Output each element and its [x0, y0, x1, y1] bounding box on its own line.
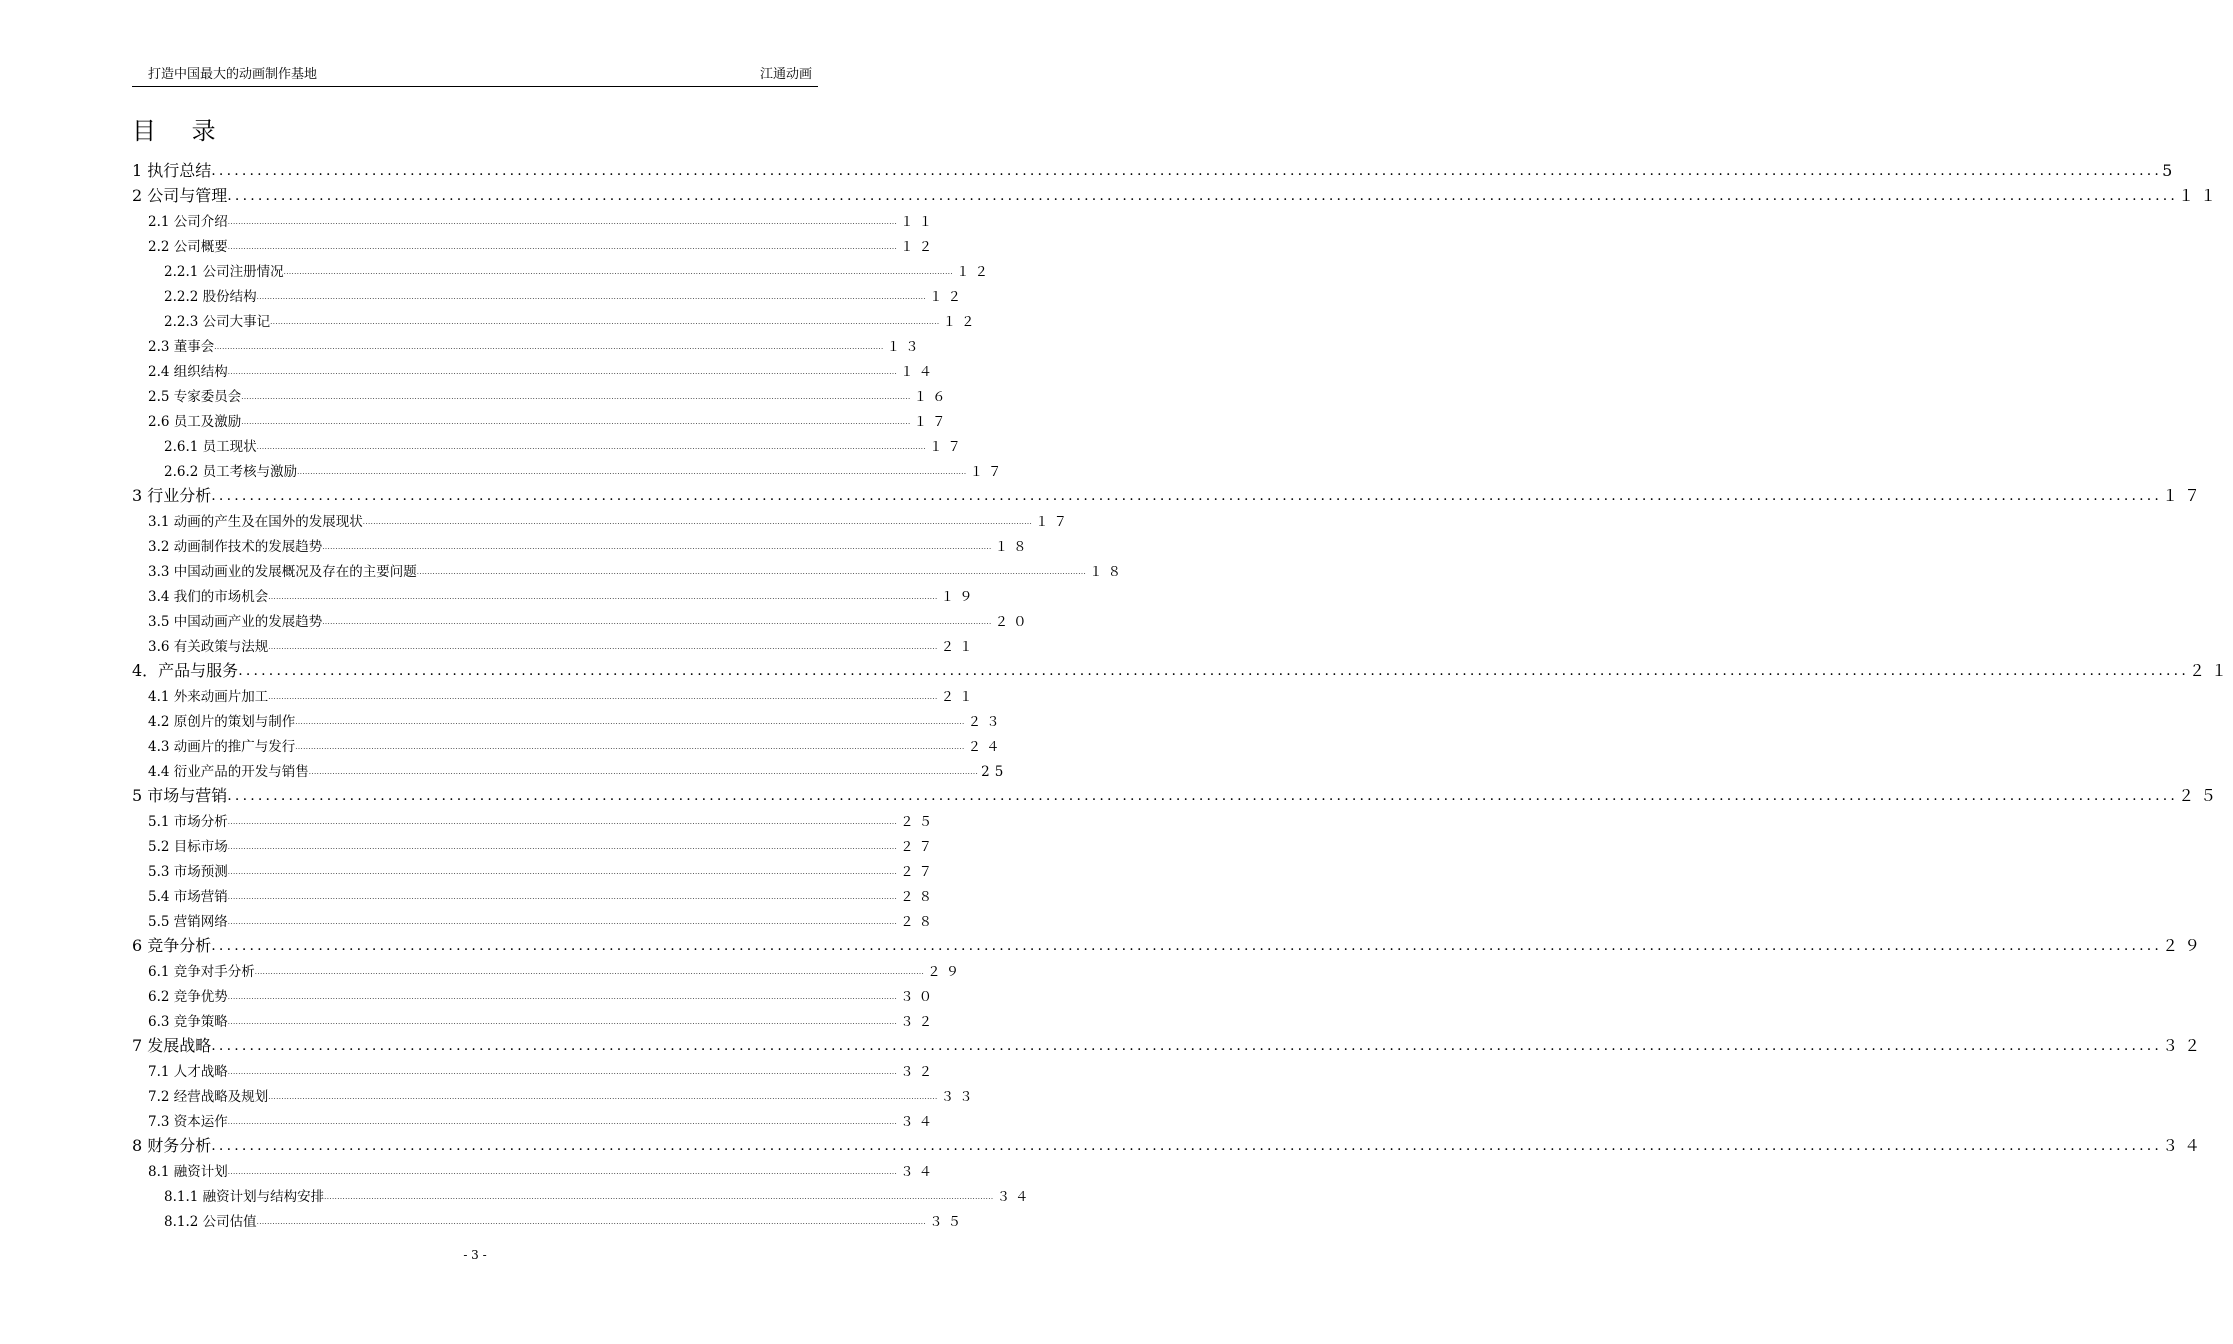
- toc-entry-label: 6 竞争分析: [132, 936, 212, 955]
- toc-leader-dots: ...............................................................................................................................................................................................................................................................: [297, 468, 967, 476]
- toc-entry-label: 8.1.1 融资计划与结构安排: [164, 1189, 325, 1205]
- toc-entry-label: 8.1 融资计划: [148, 1164, 228, 1180]
- toc-leader-dots: ...............................................................................................................................................................................................................................................................: [268, 643, 938, 651]
- toc-leader-dots: ...............................................................................................................................................................................................................................................................: [268, 693, 938, 701]
- toc-leader-dots: ...............................................................................................................................................................................................................................................................: [238, 663, 2189, 679]
- toc-entry-label: 2 公司与管理: [132, 186, 228, 205]
- toc-entry[interactable]: [132, 756, 1009, 781]
- toc-entry-label: 4.4 衍业产品的开发与销售: [148, 764, 309, 780]
- toc-leader-dots: ...............................................................................................................................................................................................................................................................: [227, 993, 898, 1001]
- toc-entry-page-number: 5: [2162, 161, 2179, 180]
- toc-entry-label: 2.6 员工及激励: [148, 414, 242, 430]
- toc-leader-dots: ...............................................................................................................................................................................................................................................................: [211, 1138, 2163, 1154]
- toc-leader-dots: ...............................................................................................................................................................................................................................................................: [227, 218, 898, 226]
- toc-entry-label: 5.1 市场分析: [148, 814, 228, 830]
- toc-entry-label: 4.1 外来动画片加工: [148, 689, 269, 705]
- running-header: [132, 66, 818, 87]
- toc-entry-page-number: １２: [956, 264, 994, 280]
- toc-entry-label: 3.2 动画制作技术的发展趋势: [148, 539, 323, 555]
- header-right-company: 江通动画: [759, 67, 812, 82]
- toc-leader-dots: ...............................................................................................................................................................................................................................................................: [308, 768, 979, 776]
- toc-entry[interactable]: [132, 206, 938, 231]
- toc-leader-dots: ...............................................................................................................................................................................................................................................................: [214, 343, 884, 351]
- toc-entry[interactable]: [132, 1031, 2207, 1056]
- toc-entry-page-number: １７: [913, 414, 951, 430]
- toc-entry-label: 3.4 我们的市场机会: [148, 589, 269, 605]
- toc-leader-dots: ...............................................................................................................................................................................................................................................................: [227, 893, 898, 901]
- toc-entry-label: 3.3 中国动画业的发展概况及存在的主要问题: [148, 564, 417, 580]
- toc-entry-label: 3.6 有关政策与法规: [148, 639, 269, 655]
- toc-entry-page-number: １２: [929, 289, 967, 305]
- toc-entry-label: 2.6.2 员工考核与激励: [164, 464, 298, 480]
- toc-entry-label: 2.1 公司介绍: [148, 214, 228, 230]
- toc-entry-label: 3.1 动画的产生及在国外的发展现状: [148, 514, 363, 530]
- toc-entry-page-number: １７: [969, 464, 1007, 480]
- toc-entry-page-number: ２１: [940, 639, 978, 655]
- toc-leader-dots: ...............................................................................................................................................................................................................................................................: [227, 1118, 898, 1126]
- toc-entry-label: 4．产品与服务: [132, 661, 239, 680]
- toc-entry[interactable]: [132, 881, 938, 906]
- toc-entry-label: 7 发展战略: [132, 1036, 212, 1055]
- toc-entry-page-number: １２: [942, 314, 980, 330]
- toc-entry-page-number: ３４: [996, 1189, 1034, 1205]
- toc-entry[interactable]: [132, 431, 967, 456]
- toc-leader-dots: ...............................................................................................................................................................................................................................................................: [256, 293, 927, 301]
- toc-entry-page-number: １２: [900, 239, 938, 255]
- toc-entry[interactable]: [132, 406, 951, 431]
- toc-entry-page-number: １７: [1035, 514, 1073, 530]
- toc-entry-page-number: ３０: [900, 989, 938, 1005]
- toc-entry-page-number: ２８: [900, 889, 938, 905]
- toc-entry-page-number: ２４: [967, 739, 1005, 755]
- toc-entry[interactable]: [132, 531, 1032, 556]
- toc-leader-dots: ...............................................................................................................................................................................................................................................................: [211, 1038, 2163, 1054]
- toc-leader-dots: ...............................................................................................................................................................................................................................................................: [268, 1093, 938, 1101]
- toc-leader-dots: ...............................................................................................................................................................................................................................................................: [416, 568, 1087, 576]
- toc-leader-dots: ...............................................................................................................................................................................................................................................................: [362, 518, 1033, 526]
- toc-entry[interactable]: [132, 331, 924, 356]
- toc-leader-dots: ...............................................................................................................................................................................................................................................................: [211, 938, 2163, 954]
- toc-entry-page-number: ２９: [2162, 936, 2207, 955]
- toc-entry-page-number: １８: [994, 539, 1032, 555]
- toc-leader-dots: ...............................................................................................................................................................................................................................................................: [322, 543, 992, 551]
- toc-entry-label: 6.1 竞争对手分析: [148, 964, 255, 980]
- toc-entry-page-number: ３４: [2162, 1136, 2207, 1155]
- toc-entry-page-number: １１: [2178, 186, 2223, 205]
- toc-leader-dots: ...............................................................................................................................................................................................................................................................: [227, 818, 898, 826]
- toc-entry[interactable]: [132, 1131, 2207, 1156]
- toc-entry[interactable]: [132, 981, 938, 1006]
- toc-entry-label: 2.2.2 股份结构: [164, 289, 257, 305]
- table-of-contents: [132, 156, 2233, 1231]
- toc-entry[interactable]: [132, 956, 965, 981]
- header-left-title: 打造中国最大的动画制作基地: [148, 67, 318, 82]
- toc-entry-label: 2.2 公司概要: [148, 239, 228, 255]
- toc-entry-page-number: ２３: [967, 714, 1005, 730]
- toc-entry[interactable]: [132, 481, 2207, 506]
- toc-entry-label: 2.3 董事会: [148, 339, 215, 355]
- toc-leader-dots: ...............................................................................................................................................................................................................................................................: [227, 1068, 898, 1076]
- toc-entry-label: 5.2 目标市场: [148, 839, 228, 855]
- toc-entry-page-number: ３４: [900, 1114, 938, 1130]
- toc-leader-dots: ...............................................................................................................................................................................................................................................................: [254, 968, 925, 976]
- toc-entry-label: 8 财务分析: [132, 1136, 212, 1155]
- toc-leader-dots: ...............................................................................................................................................................................................................................................................: [268, 593, 938, 601]
- toc-entry[interactable]: [132, 281, 967, 306]
- toc-leader-dots: ...............................................................................................................................................................................................................................................................: [283, 268, 954, 276]
- toc-entry[interactable]: [132, 1181, 1034, 1206]
- toc-entry[interactable]: [132, 931, 2207, 956]
- toc-entry-page-number: ２９: [927, 964, 965, 980]
- toc-entry-page-number: ３２: [900, 1014, 938, 1030]
- toc-entry[interactable]: [132, 906, 938, 931]
- toc-entry[interactable]: [132, 556, 1127, 581]
- toc-entry[interactable]: [132, 681, 978, 706]
- toc-leader-dots: ...............................................................................................................................................................................................................................................................: [227, 843, 898, 851]
- toc-entry[interactable]: [132, 781, 2223, 806]
- toc-entry-page-number: １３: [886, 339, 924, 355]
- toc-entry-label: 2.6.1 员工现状: [164, 439, 257, 455]
- toc-entry[interactable]: [132, 706, 1005, 731]
- toc-entry-page-number: ３２: [2162, 1036, 2207, 1055]
- toc-title: 目 录: [132, 117, 230, 145]
- toc-entry-label: 2.5 专家委员会: [148, 389, 242, 405]
- toc-leader-dots: ...............................................................................................................................................................................................................................................................: [227, 368, 898, 376]
- toc-leader-dots: ...............................................................................................................................................................................................................................................................: [324, 1193, 994, 1201]
- toc-entry-label: 6.2 竞争优势: [148, 989, 228, 1005]
- toc-leader-dots: ...............................................................................................................................................................................................................................................................: [227, 868, 898, 876]
- toc-entry-page-number: １６: [913, 389, 951, 405]
- toc-entry-label: 4.2 原创片的策划与制作: [148, 714, 296, 730]
- toc-entry[interactable]: [132, 356, 938, 381]
- toc-entry-label: 5 市场与营销: [132, 786, 228, 805]
- toc-entry-page-number: ２７: [900, 864, 938, 880]
- toc-entry-label: 2.2.1 公司注册情况: [164, 264, 284, 280]
- toc-leader-dots: ...............................................................................................................................................................................................................................................................: [227, 1018, 898, 1026]
- toc-entry[interactable]: [132, 456, 1007, 481]
- toc-entry[interactable]: [132, 656, 2233, 681]
- toc-entry[interactable]: [132, 506, 1073, 531]
- toc-entry[interactable]: [132, 606, 1032, 631]
- toc-entry[interactable]: [132, 181, 2223, 206]
- toc-entry-page-number: ２１: [940, 689, 978, 705]
- toc-entry-label: 7.2 经营战略及规划: [148, 1089, 269, 1105]
- toc-entry[interactable]: [132, 306, 980, 331]
- toc-entry[interactable]: [132, 1106, 938, 1131]
- toc-leader-dots: ...............................................................................................................................................................................................................................................................: [270, 318, 940, 326]
- toc-entry[interactable]: [132, 581, 978, 606]
- toc-entry[interactable]: [132, 1206, 967, 1231]
- toc-entry-page-number: ３３: [940, 1089, 978, 1105]
- toc-entry-page-number: １７: [929, 439, 967, 455]
- toc-entry[interactable]: [132, 806, 938, 831]
- toc-leader-dots: ...............................................................................................................................................................................................................................................................: [322, 618, 992, 626]
- toc-leader-dots: ...............................................................................................................................................................................................................................................................: [256, 443, 927, 451]
- toc-entry-label: 1 执行总结: [132, 161, 212, 180]
- toc-entry-label: 8.1.2 公司估值: [164, 1214, 257, 1230]
- toc-entry[interactable]: [132, 731, 1005, 756]
- toc-entry-page-number: １９: [940, 589, 978, 605]
- toc-entry-label: 2.4 组织结构: [148, 364, 228, 380]
- toc-entry[interactable]: [132, 156, 2179, 181]
- toc-entry-page-number: １１: [900, 214, 938, 230]
- toc-entry-label: 7.1 人才战略: [148, 1064, 228, 1080]
- toc-entry-page-number: ２５: [900, 814, 938, 830]
- toc-entry[interactable]: [132, 231, 938, 256]
- toc-entry-page-number: ２７: [900, 839, 938, 855]
- toc-entry-page-number: ２８: [900, 914, 938, 930]
- toc-entry-label: 6.3 竞争策略: [148, 1014, 228, 1030]
- toc-leader-dots: ...............................................................................................................................................................................................................................................................: [227, 188, 2179, 204]
- toc-leader-dots: ...............................................................................................................................................................................................................................................................: [227, 788, 2179, 804]
- toc-leader-dots: ...............................................................................................................................................................................................................................................................: [295, 718, 965, 726]
- toc-entry-label: 4.3 动画片的推广与发行: [148, 739, 296, 755]
- toc-entry-page-number: １８: [1089, 564, 1127, 580]
- toc-entry-page-number: ３４: [900, 1164, 938, 1180]
- toc-entry-label: 3.5 中国动画产业的发展趋势: [148, 614, 323, 630]
- toc-entry-label: 5.4 市场营销: [148, 889, 228, 905]
- toc-entry[interactable]: [132, 381, 951, 406]
- toc-leader-dots: ...............................................................................................................................................................................................................................................................: [227, 1168, 898, 1176]
- toc-entry-page-number: ２５: [2178, 786, 2223, 805]
- toc-entry-label: 5.5 营销网络: [148, 914, 228, 930]
- toc-entry-page-number: １７: [2162, 486, 2207, 505]
- page-number-footer: - 3 -: [463, 1248, 487, 1262]
- toc-entry[interactable]: [132, 631, 978, 656]
- toc-leader-dots: ...............................................................................................................................................................................................................................................................: [256, 1218, 927, 1226]
- toc-entry-page-number: ３５: [929, 1214, 967, 1230]
- toc-entry-page-number: ３２: [900, 1064, 938, 1080]
- toc-entry[interactable]: [132, 256, 994, 281]
- toc-leader-dots: ...............................................................................................................................................................................................................................................................: [227, 243, 898, 251]
- toc-entry-page-number: ２１: [2189, 661, 2233, 680]
- toc-entry-label: 5.3 市场预测: [148, 864, 228, 880]
- toc-leader-dots: ...............................................................................................................................................................................................................................................................: [227, 918, 898, 926]
- toc-entry[interactable]: [132, 1006, 938, 1031]
- toc-entry-page-number: ２０: [994, 614, 1032, 630]
- toc-leader-dots: ...............................................................................................................................................................................................................................................................: [241, 418, 911, 426]
- toc-leader-dots: ...............................................................................................................................................................................................................................................................: [295, 743, 965, 751]
- toc-entry-page-number: 25: [981, 764, 1009, 780]
- toc-entry-label: 2.2.3 公司大事记: [164, 314, 271, 330]
- toc-leader-dots: ...............................................................................................................................................................................................................................................................: [211, 163, 2163, 179]
- toc-entry[interactable]: [132, 1156, 938, 1181]
- toc-entry-label: 7.3 资本运作: [148, 1114, 228, 1130]
- toc-entry[interactable]: [132, 1081, 978, 1106]
- toc-leader-dots: ...............................................................................................................................................................................................................................................................: [241, 393, 911, 401]
- toc-entry[interactable]: [132, 856, 938, 881]
- toc-entry-page-number: １４: [900, 364, 938, 380]
- toc-leader-dots: ...............................................................................................................................................................................................................................................................: [211, 488, 2163, 504]
- toc-entry[interactable]: [132, 831, 938, 856]
- toc-entry-label: 3 行业分析: [132, 486, 212, 505]
- toc-entry[interactable]: [132, 1056, 938, 1081]
